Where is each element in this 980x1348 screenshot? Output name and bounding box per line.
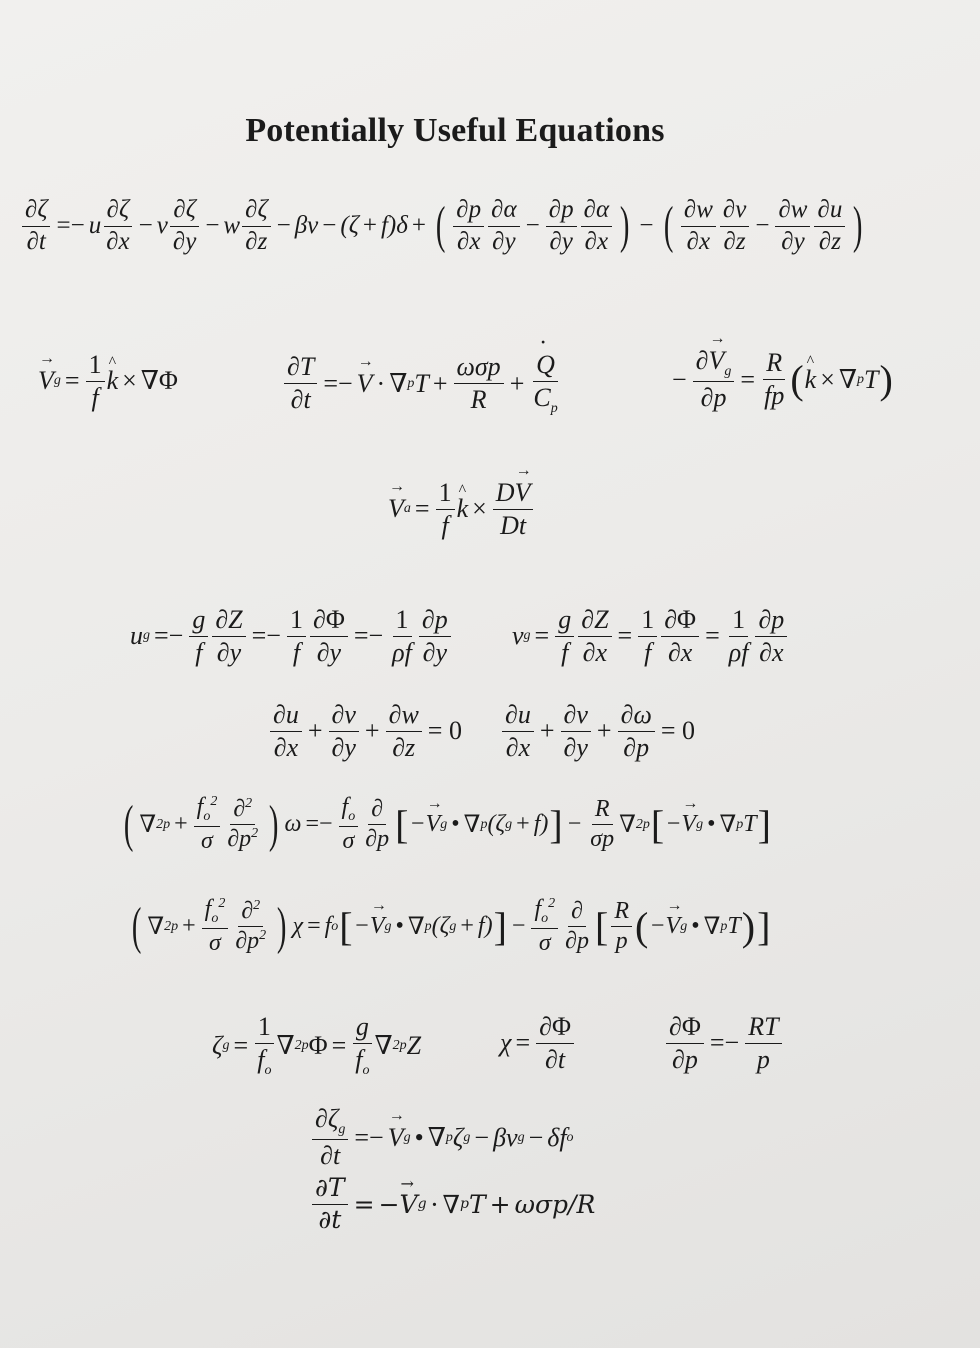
equation-qg-vorticity: $\frac{\partial\zeta_g}{\partial t}$ =− → V g • ∇ p ζ g − βv g − δf o xyxy=(310,1104,574,1171)
equation-qg-thermo: $\frac{\partial T}{\partial t}$ = − → V g · ∇ p T + ωσp/R xyxy=(310,1174,595,1235)
equation-chi: χ = $\frac{\partial\Phi}{\partial t}$ xyxy=(500,1012,576,1075)
page-title: Potentially Useful Equations xyxy=(245,112,665,149)
equation-geostrophic-wind: → V g = $\frac{1}{f}$ ^ k × ∇Φ xyxy=(38,350,178,413)
equation-geostrophic-vorticity: ζ g = $\frac{1}{f_o}$ ∇ 2 p Φ = $\frac{g}{f_o}$ ∇ 2 p Z xyxy=(212,1012,422,1079)
equation-thermal-wind: − $\frac{\partial\to V_g}{\partial p}$ = $\frac{R}{fp}$ ( ^ k × ∇ p T ) xyxy=(668,346,894,413)
equation-continuity-p: $\frac{\partial u}{\partial x}$ + $\frac{\partial v}{\partial y}$ + $\frac{\partial\omega}{\partial p}$ = 0 xyxy=(500,700,699,763)
equation-vorticity: $\frac{\partial\zeta}{\partial t}$ =− u $\frac{\partial\zeta}{\partial x}$ − v $\frac{\partial\zeta}{\partial y}$ − w $\frac{\partial\zeta}{\partial z}$ − βv − (ζ + f)δ + ( $\frac{\partial p}{\partial x}$ $\frac{\partial\alpha}{\partial y}$ − $\frac{\partial p}{\partial y}$ $\frac{\partial\alpha}{\partial x}$ ) − ( $\frac{\partial w}{\partial x}$ $\frac{\partial v}{\partial z}$ − $\frac{\partial w}{\partial y}$ $\frac{\partial u}{\partial z}$ ) xyxy=(20,196,869,257)
equation-omega: ( ∇ 2 p + $\frac{f_o^2}{\sigma}$ $\frac{\partial^2}{\partial p^2}$ ) ω =− $\frac{f_o}{\sigma}$ $\frac{\partial}{\partial p}$ [ − → V g • ∇ p (ζ g + f) ] − $\frac{R}{\sigma p}$ ∇ 2 p [ − → V g • ∇ p T ] xyxy=(118,794,772,855)
equation-ug: u g =− $\frac{g}{f}$ $\frac{\partial Z}{\partial y}$ =− $\frac{1}{f}$ $\frac{\partial\Phi}{\partial y}$ =− $\frac{1}{\rho f}$ $\frac{\partial p}{\partial y}$ xyxy=(130,605,453,668)
equation-tendency: ( ∇ 2 p + $\frac{f_o^2}{\sigma}$ $\frac{\partial^2}{\partial p^2}$ ) χ = f o [ − → V g • ∇ p (ζ g + f) ] − $\frac{f_o^2}{\sigma}$ $\frac{\partial}{\partial p}$ [ $\frac{R}{p}$ ( − → V g • ∇ p T ) ] xyxy=(126,896,771,957)
equation-continuity-z: $\frac{\partial u}{\partial x}$ + $\frac{\partial v}{\partial y}$ + $\frac{\partial w}{\partial z}$ = 0 xyxy=(268,700,466,763)
equation-thermodynamic: $\frac{\partial T}{\partial t}$ =− → V · ∇ p T + $\frac{\text{ωσp}}{R}$ + · $\frac{Q}{C_p}$ xyxy=(282,350,563,417)
equation-vg: v g = $\frac{g}{f}$ $\frac{\partial Z}{\partial x}$ = $\frac{1}{f}$ $\frac{\partial\Phi}{\partial x}$ = $\frac{1}{\rho f}$ $\frac{\partial p}{\partial x}$ xyxy=(512,605,789,668)
equation-ageostrophic-wind: → V a = $\frac{1}{f}$ ^ k × $\frac{D\to V}{Dt}$ xyxy=(388,478,535,541)
equation-hydrostatic: $\frac{\partial\Phi}{\partial p}$ =− $\frac{RT}{p}$ xyxy=(664,1012,784,1075)
